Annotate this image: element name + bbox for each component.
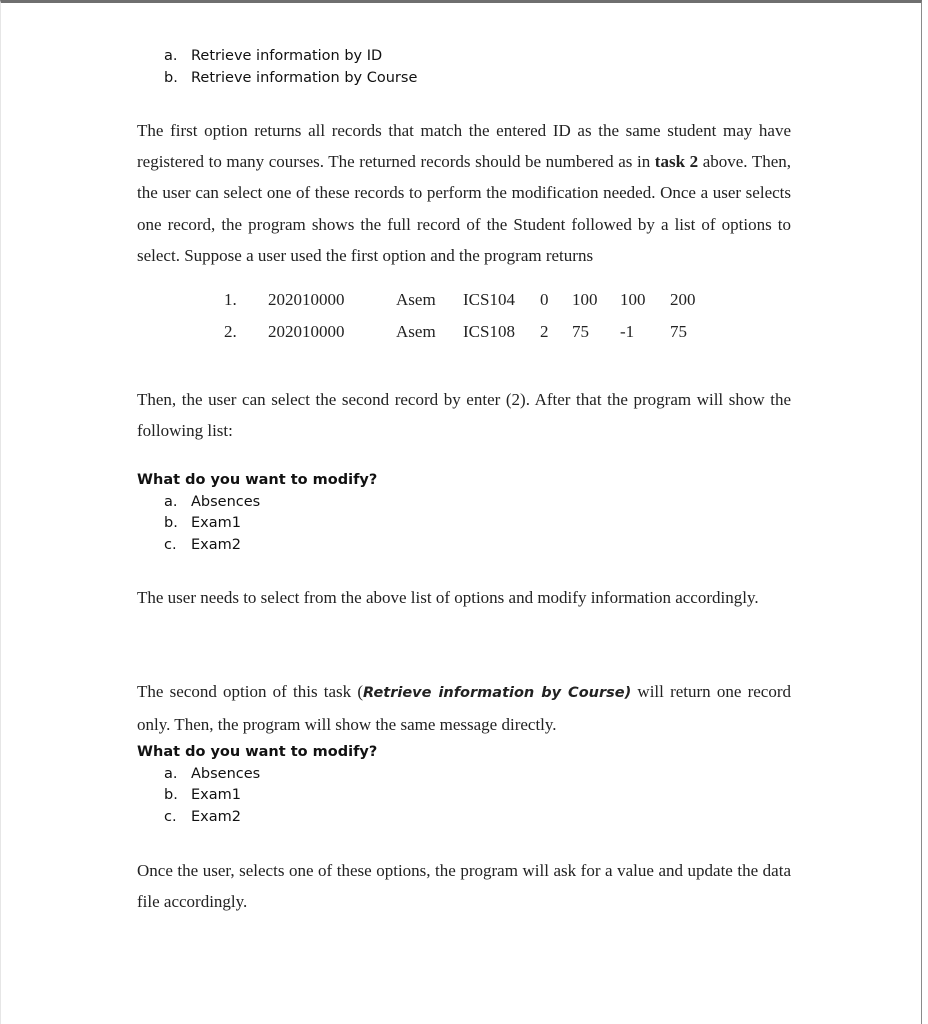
retrieve-options-list <box>164 45 417 89</box>
records-table <box>224 290 724 354</box>
menu-option-letter: a. <box>164 765 178 782</box>
menu-option-text: Absences <box>191 493 261 510</box>
paragraph-text: above. Then, the user can select one of these records to perform the modification needed. Once a user selects one record, the program shows the full record of the Student followed by a list of options to select. Suppose a user used the first option and the program returns <box>137 152 792 265</box>
record-course: ICS104 <box>463 290 515 309</box>
record-name: Asem <box>396 322 436 341</box>
paragraph-second-option <box>137 676 791 740</box>
record-total: 75 <box>670 322 687 341</box>
record-absences: 0 <box>540 290 549 309</box>
record-total: 200 <box>670 290 696 309</box>
table-row <box>224 322 724 354</box>
menu-option <box>137 513 377 535</box>
modify-menu <box>137 742 377 828</box>
list-item-text: Retrieve information by ID <box>191 48 383 64</box>
record-exam1: 100 <box>572 290 598 309</box>
menu-option <box>137 535 377 557</box>
menu-option-text: Absences <box>191 765 261 782</box>
record-exam2: -1 <box>620 322 635 341</box>
menu-option-text: Exam2 <box>191 808 241 825</box>
list-item-letter: b. <box>164 70 178 86</box>
list-item <box>164 45 417 67</box>
paragraph-select-option: The user needs to select from the above list of options and modify information accordingly. <box>137 588 759 607</box>
table-row <box>224 290 724 322</box>
menu-heading: What do you want to modify? <box>137 472 378 488</box>
list-item-text: Retrieve information by Course <box>191 70 418 86</box>
menu-option-letter: c. <box>164 808 177 825</box>
paragraph-first-option <box>137 115 791 271</box>
list-item <box>164 67 417 89</box>
menu-option <box>137 764 377 786</box>
record-exam1: 75 <box>572 322 589 341</box>
menu-heading: What do you want to modify? <box>137 744 378 760</box>
record-course: ICS108 <box>463 322 515 341</box>
record-exam2: 100 <box>620 290 646 309</box>
record-absences: 2 <box>540 322 549 341</box>
menu-option-text: Exam2 <box>191 536 241 553</box>
paragraph-select-record: Then, the user can select the second record by enter (2). After that the program will show the following list: <box>137 390 791 441</box>
record-id: 202010000 <box>268 290 345 309</box>
menu-option-text: Exam1 <box>191 515 241 531</box>
option-name-emphasis: Retrieve information by Course) <box>363 685 632 701</box>
task-reference: task 2 <box>654 152 699 172</box>
modify-menu <box>137 470 377 556</box>
paragraph-text: The first option returns all records that match the entered ID as the same student may have registered to many courses. The returned records should be numbered as in <box>137 121 791 172</box>
menu-option-letter: a. <box>164 493 178 510</box>
menu-option-letter: b. <box>164 515 178 531</box>
record-name: Asem <box>396 290 436 309</box>
paragraph-update-file: Once the user, selects one of these options, the program will ask for a value and update the data file accordingly. <box>137 861 791 912</box>
record-id: 202010000 <box>268 322 345 341</box>
record-number: 2. <box>224 322 237 341</box>
list-item-letter: a. <box>164 48 178 64</box>
paragraph-text: The second option of this task ( <box>137 682 364 701</box>
menu-option <box>137 492 377 514</box>
menu-option <box>137 807 377 829</box>
record-number: 1. <box>224 290 237 309</box>
menu-option-letter: c. <box>164 536 177 553</box>
menu-option <box>137 785 377 807</box>
menu-option-text: Exam1 <box>191 787 241 803</box>
menu-option-letter: b. <box>164 787 178 803</box>
paragraph-text: will return one record only. Then, the program will show the same message directly. <box>137 682 791 735</box>
